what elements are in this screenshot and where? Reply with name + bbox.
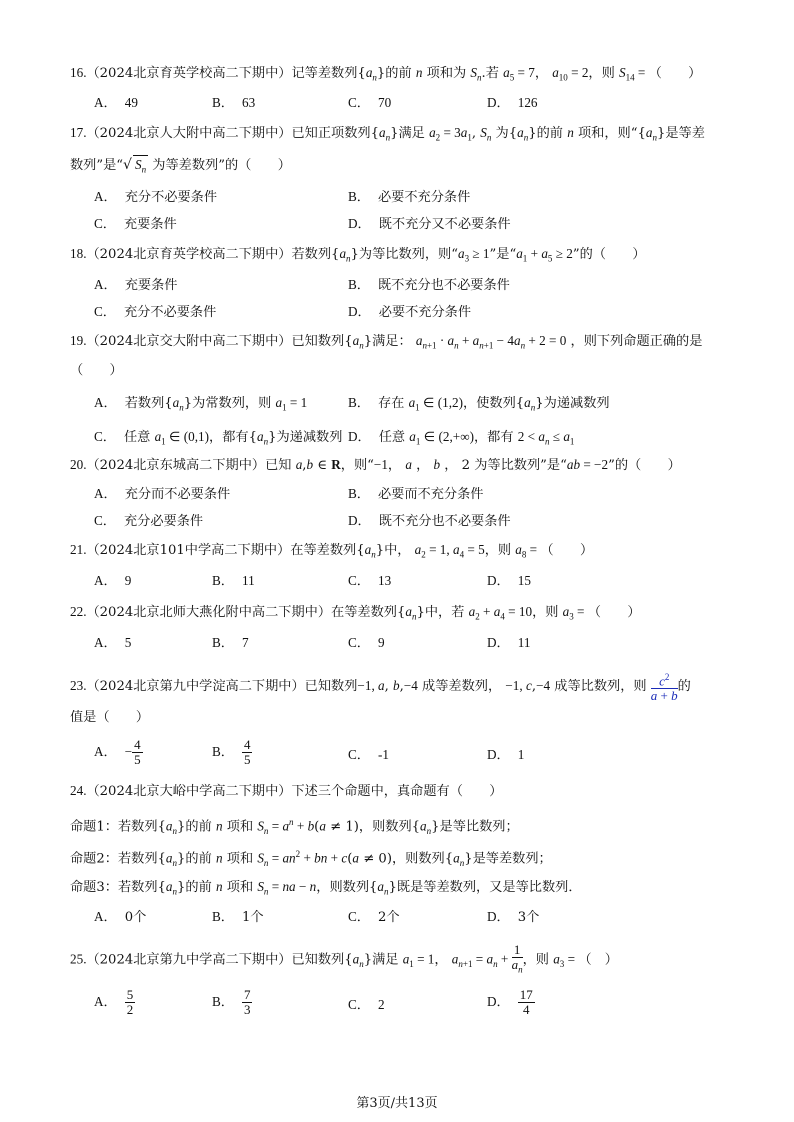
option-d[interactable]: D． 1 [487, 747, 525, 762]
option-b[interactable]: B． 必要而不充分条件 [348, 486, 484, 502]
option-d[interactable]: D． 既不充分又不必要条件 [348, 216, 511, 232]
option-c[interactable]: C． -1 [348, 747, 389, 762]
question-source: （2024北京101中学高二下期中） [86, 543, 291, 558]
option-b[interactable]: B． 存在 $a_1$ ∈ (1,2)，使数列$\{a_n\}$为递减数列 [348, 395, 610, 413]
question-25: 25.（2024北京第九中学高二下期中）已知数列$\{a_n\}$满足 $a_1 = 1$， $a_{n+1} = a_n$ + $\frac{1}{a_n}$ ，则 $a_3$ = （ ） [70, 942, 618, 975]
option-b[interactable]: B． 既不充分也不必要条件 [348, 277, 510, 293]
question-number: 18. [70, 246, 87, 261]
question-16: 16.（2024北京育英学校高二下期中）记等差数列$\{a_n\}$的前 n 项和为 $S_n$.若 $a_5 = 7$， $a_{10} = 2$，则 $S_{14}$ = （ ） [70, 65, 702, 83]
question-source: （2024北京交大附中高二下期中） [86, 334, 292, 349]
option-d[interactable]: D． 既不充分也不必要条件 [348, 513, 511, 529]
option-b[interactable]: B． $\frac{7}{3}$ [212, 987, 251, 1017]
proposition-1: 命题1：若数列$\{a_n\}$的前 n 项和 $S_n = a^n + b(a \ne 1)$，则数列$\{a_n\}$是等比数列； [70, 817, 519, 837]
option-a[interactable]: A． 若数列$\{a_n\}$为常数列，则 $a_1 = 1$ [94, 395, 308, 413]
question-source: （2024北京大峪中学高二下期中） [86, 784, 292, 799]
option-c[interactable]: C． 2 [348, 997, 385, 1012]
option-c[interactable]: C． 9 [348, 635, 385, 650]
question-source: （2024北京育英学校高二下期中） [86, 247, 292, 262]
question-source: （2024北京东城高二下期中） [86, 458, 266, 473]
option-c[interactable]: C． 充分不必要条件 [94, 304, 217, 320]
question-22: 22.（2024北京北师大燕化附中高二下期中）在等差数列$\{a_n\}$中，若 $a_2 + a_4 = 10$，则 $a_3$ = （ ） [70, 604, 641, 622]
option-a[interactable]: A． 充分而不必要条件 [94, 486, 231, 502]
question-number: 16. [70, 65, 87, 80]
question-number: 19. [70, 333, 87, 348]
option-d[interactable]: D． 必要不充分条件 [348, 304, 472, 320]
question-20: 20.（2024北京东城高二下期中）已知 a,b ∈ R，则“−1， a ， b ， 2 为等比数列”是“ab = −2”的（ ） [70, 457, 681, 473]
option-d[interactable]: D． 3个 [487, 909, 540, 925]
question-24: 24.（2024北京大峪中学高二下期中）下述三个命题中，真命题有（ ） [70, 783, 503, 799]
option-a[interactable]: A． 5 [94, 635, 132, 650]
question-number: 22. [70, 604, 87, 619]
option-c[interactable]: C． 13 [348, 573, 392, 588]
question-19: 19.（2024北京交大附中高二下期中）已知数列$\{a_n\}$满足： $a_{n+1} \cdot a_n + a_{n+1} - 4a_n + 2 = 0$ ，则下列命题正确的是 [70, 333, 703, 351]
option-c[interactable]: C． 充分必要条件 [94, 513, 204, 529]
proposition-3: 命题3：若数列$\{a_n\}$的前 n 项和 $S_n$ = na − n，则数列$\{a_n\}$既是等差数列，又是等比数列． [70, 879, 582, 897]
question-17-line2: 数列”是“√ $S_n$ 为等差数列”的（ ） [70, 155, 740, 179]
option-a[interactable]: A． 充要条件 [94, 277, 178, 293]
option-b[interactable]: B． 63 [212, 95, 256, 110]
fraction: $\frac{c^2}{a + b}$ [650, 672, 678, 704]
option-c[interactable]: C． 充要条件 [94, 216, 177, 232]
option-b[interactable]: B． 7 [212, 635, 249, 650]
question-number: 20. [70, 457, 87, 472]
question-source: （2024北京育英学校高二下期中） [86, 66, 292, 81]
option-d[interactable]: D． $\frac{17}{4}$ [487, 987, 533, 1017]
option-c[interactable]: C． 2个 [348, 909, 400, 925]
option-b[interactable]: B． 11 [212, 573, 255, 588]
option-a[interactable]: A． $\frac{5}{2}$ [94, 987, 134, 1017]
proposition-2: 命题2：若数列$\{a_n\}$的前 n 项和 $S_n = an^2$ + bn + c(a ≠ 0)，则数列$\{a_n\}$是等差数列； [70, 849, 552, 869]
option-a[interactable]: A． 49 [94, 95, 138, 110]
question-source: （2024北京人大附中高二下期中） [86, 126, 292, 141]
option-b[interactable]: B． 1个 [212, 909, 264, 925]
question-source: （2024北京北师大燕化附中高二下期中） [86, 605, 332, 620]
option-c[interactable]: C． 任意 $a_1$ ∈ (0,1)，都有$\{a_n\}$为递减数列 [94, 429, 343, 447]
option-a[interactable]: A． − $\frac{4}{5}$ [94, 737, 141, 767]
question-23-line2: 值是（ ） [70, 710, 150, 725]
option-a[interactable]: A． 0个 [94, 909, 147, 925]
question-number: 23. [70, 678, 87, 694]
question-21: 21.（2024北京101中学高二下期中）在等差数列$\{a_n\}$中， $a_2 = 1$, $a_4 = 5$，则 $a_8$ = （ ） [70, 542, 594, 560]
option-b[interactable]: B． 必要不充分条件 [348, 189, 471, 205]
option-a[interactable]: A． 9 [94, 573, 132, 588]
option-b[interactable]: B． $\frac{4}{5}$ [212, 737, 251, 767]
question-17: 17.（2024北京人大附中高二下期中）已知正项数列$\{a_n\}$满足 $a_2 = 3a_1$, $S_n$ 为$\{a_n\}$的前 n 项和，则“$\{a_n\}$是等差 [70, 125, 705, 143]
question-source: （2024北京第九中学高二下期中） [86, 952, 292, 968]
question-19-line2: （ ） [70, 363, 123, 378]
option-d[interactable]: D． 11 [487, 635, 531, 650]
question-23: 23.（2024北京第九中学淀高二下期中）已知数列−1, a, b,−4 成等差数列， −1, c,−4 成等比数列，则 $\frac{c^2}{a + b}$ 的 [70, 672, 691, 704]
option-d[interactable]: D． 126 [487, 95, 538, 110]
question-number: 17. [70, 125, 87, 140]
option-d[interactable]: D． 15 [487, 573, 531, 588]
question-18: 18.（2024北京育英学校高二下期中）若数列$\{a_n\}$为等比数列，则“$a_3 \ge 1$”是“$a_1 + a_5 \ge 2$”的（ ） [70, 246, 646, 264]
option-d[interactable]: D． 任意 $a_1$ ∈ (2,+∞)，都有 $2 < a_n \le a_1$ [348, 429, 575, 447]
question-number: 25. [70, 951, 87, 967]
option-c[interactable]: C． 70 [348, 95, 392, 110]
option-a[interactable]: A． 充分不必要条件 [94, 189, 218, 205]
question-source: （2024北京第九中学淀高二下期中） [86, 679, 305, 695]
question-number: 24. [70, 783, 87, 798]
page-footer: 第3页/共13页 [356, 1096, 438, 1111]
question-number: 21. [70, 542, 87, 557]
